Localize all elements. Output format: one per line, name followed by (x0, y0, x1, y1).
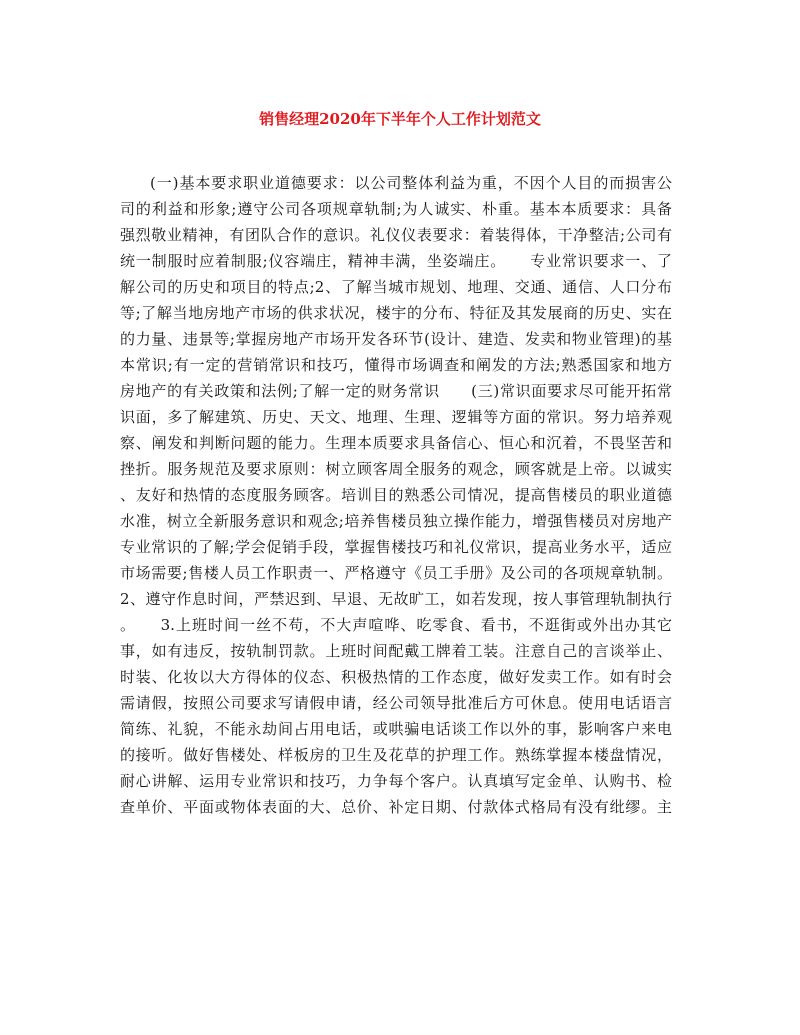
paragraph-line: 强烈敬业精神，有团队合作的意识。礼仪仪表要求：着装得体，干净整洁;公司有 (120, 226, 672, 244)
paragraph-line: 简练、礼貌，不能永劫间占用电话，或哄骗电话谈工作以外的事，影响客户来电 (120, 720, 672, 738)
paragraph-line: 事，如有违反，按轨制罚款。上班时间配戴工牌着工装。注意自己的言谈举止、 (120, 642, 672, 660)
paragraph-line: 的力量、违景等;掌握房地产市场开发各环节(设计、建造、发卖和物业管理)的基 (120, 330, 672, 348)
paragraph-line: 查单价、平面或物体表面的大、总价、补定日期、付款体式格局有没有纰缪。主 (120, 798, 672, 816)
paragraph-line: 时装、化妆以大方得体的仪态、积极热情的工作态度，做好发卖工作。如有时会 (120, 668, 672, 686)
paragraph-line: 需请假，按照公司要求写请假申请，经公司领导批准后方可休息。使用电话语言 (120, 694, 672, 712)
paragraph-line: 房地产的有关政策和法例;了解一定的财务常识 (三)常识面要求尽可能开拓常 (120, 382, 672, 400)
paragraph-line: 2、遵守作息时间，严禁迟到、早退、无故旷工，如若发现，按人事管理轨制执行 (120, 590, 672, 608)
paragraph-line: 司的利益和形象;遵守公司各项规章轨制;为人诚实、朴重。基本本质要求：具备 (120, 200, 672, 218)
document-title: 销售经理2020年下半年个人工作计划范文 (259, 110, 541, 128)
paragraph-line: 耐心讲解、运用专业常识和技巧，力争每个客户。认真填写定金单、认购书、检 (120, 772, 672, 790)
paragraph-line: 水准，树立全新服务意识和观念;培养售楼员独立操作能力，增强售楼员对房地产 (120, 512, 672, 530)
paragraph-line: 解公司的历史和项目的特点;2、了解当城市规划、地理、交通、通信、人口分布 (120, 278, 672, 296)
paragraph-line: 的接听。做好售楼处、样板房的卫生及花草的护理工作。熟练掌握本楼盘情况， (120, 746, 672, 764)
paragraph-line: 、友好和热情的态度服务顾客。培训目的熟悉公司情况，提高售楼员的职业道德 (120, 486, 672, 504)
paragraph-line: 识面，多了解建筑、历史、天文、地理、生理、逻辑等方面的常识。努力培养观 (120, 408, 672, 426)
paragraph-line: 挫折。服务规范及要求原则：树立顾客周全服务的观念，顾客就是上帝。以诚实 (120, 460, 672, 478)
paragraph-line: 本常识;有一定的营销常识和技巧，懂得市场调查和阐发的方法;熟悉国家和地方 (120, 356, 672, 374)
paragraph-line: (一)基本要求职业道德要求：以公司整体利益为重，不因个人目的而损害公 (150, 174, 672, 192)
paragraph-line: 。 3.上班时间一丝不苟，不大声喧哗、吃零食、看书，不逛街或外出办其它 (120, 616, 672, 634)
document-body (120, 170, 672, 820)
paragraph-line: 等;了解当地房地产市场的供求状况，楼宇的分布、特征及其发展商的历史、实在 (120, 304, 672, 322)
paragraph-line: 专业常识的了解;学会促销手段，掌握售楼技巧和礼仪常识，提高业务水平，适应 (120, 538, 672, 556)
paragraph-line: 统一制服时应着制服;仪容端庄，精神丰满，坐姿端庄。 专业常识要求一、了 (120, 252, 672, 270)
paragraph-line: 市场需要;售楼人员工作职责一、严格遵守《员工手册》及公司的各项规章轨制。 (120, 564, 672, 582)
paragraph-line: 察、阐发和判断问题的能力。生理本质要求具备信心、恒心和沉着，不畏坚苦和 (120, 434, 672, 452)
